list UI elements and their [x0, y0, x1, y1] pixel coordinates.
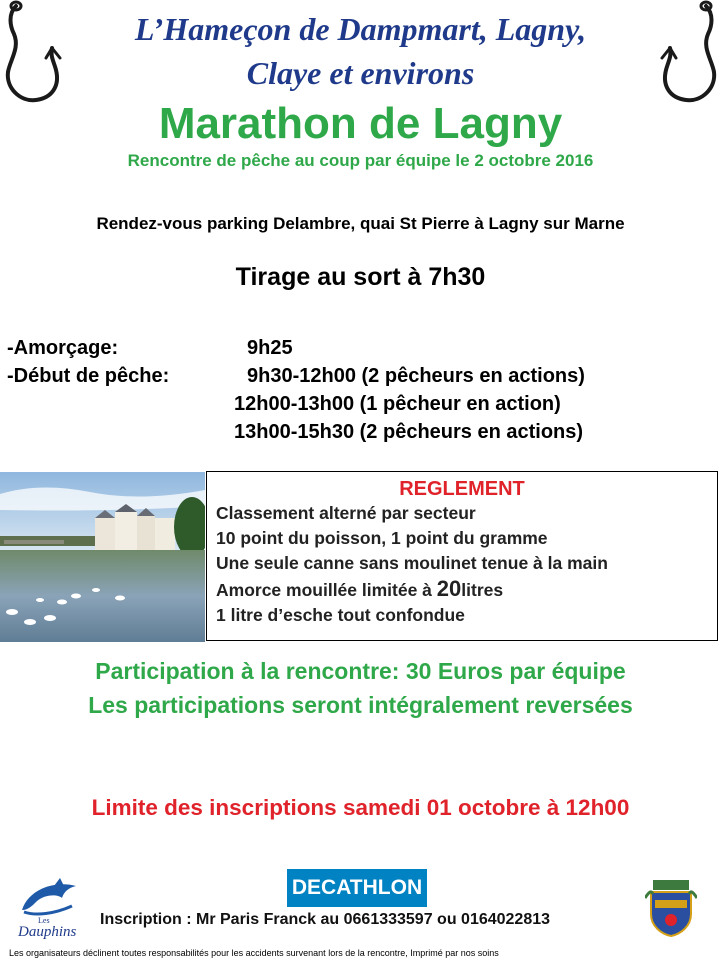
page-title: Marathon de Lagny [158, 99, 563, 148]
schedule-value-amorcage: 9h25 [247, 337, 293, 359]
schedule-value-debut-3: 13h00-15h30 (2 pêcheurs en actions) [234, 421, 584, 443]
club-name-line2: Claye et environs [246, 55, 475, 91]
dauphins-logo [14, 876, 90, 942]
page-subtitle: Rencontre de pêche au coup par équipe le 2 octobre 2016 [127, 151, 594, 170]
decathlon-logo: DECATHLON [287, 869, 427, 907]
amorce-prefix: Amorce mouillée limitée à [216, 580, 437, 600]
dauphins-small-label: Les [38, 916, 50, 925]
schedule-label-amorcage: -Amorçage: [7, 337, 119, 359]
rule-item: 10 point du poisson, 1 point du gramme [216, 528, 548, 548]
rules-title: REGLEMENT [399, 478, 525, 500]
schedule-value-debut-1: 9h30-12h00 (2 pêcheurs en actions) [247, 365, 585, 387]
deadline-text: Limite des inscriptions samedi 01 octobre à 12h00 [91, 795, 630, 820]
contact-text: Inscription : Mr Paris Franck au 0661333597 ou 0164022813 [100, 911, 551, 928]
rule-item: Classement alterné par secteur [216, 503, 476, 523]
rules-box [206, 471, 718, 641]
rule-item: Une seule canne sans moulinet tenue à la main [216, 553, 608, 573]
dauphins-name: Dauphins [18, 924, 77, 940]
schedule-value-debut-2: 12h00-13h00 (1 pêcheur en action) [234, 393, 561, 415]
rule-item-amorce [216, 576, 717, 603]
disclaimer-text: Les organisateurs déclinent toutes responsabilités pour les accidents survenant lors de la rencontre, Imprimé par nos soins [9, 948, 499, 958]
participation-line2: Les participations seront intégralement reversées [88, 692, 633, 718]
schedule-label-debut: -Début de pêche: [7, 365, 170, 387]
rule-item: 1 litre d’esche tout confondue [216, 605, 465, 625]
amorce-amount: 20 [436, 576, 462, 601]
river-photo [0, 472, 205, 642]
rendezvous-text: Rendez-vous parking Delambre, quai St Pierre à Lagny sur Marne [96, 214, 625, 233]
club-name-line1: L’Hameçon de Dampmart, Lagny, [134, 11, 587, 47]
dolphin-icon [14, 876, 90, 918]
amorce-suffix: litres [461, 580, 504, 600]
participation-line1: Participation à la rencontre: 30 Euros par équipe [95, 658, 626, 684]
tirage-text: Tirage au sort à 7h30 [235, 263, 486, 291]
town-crest-icon [645, 878, 697, 938]
